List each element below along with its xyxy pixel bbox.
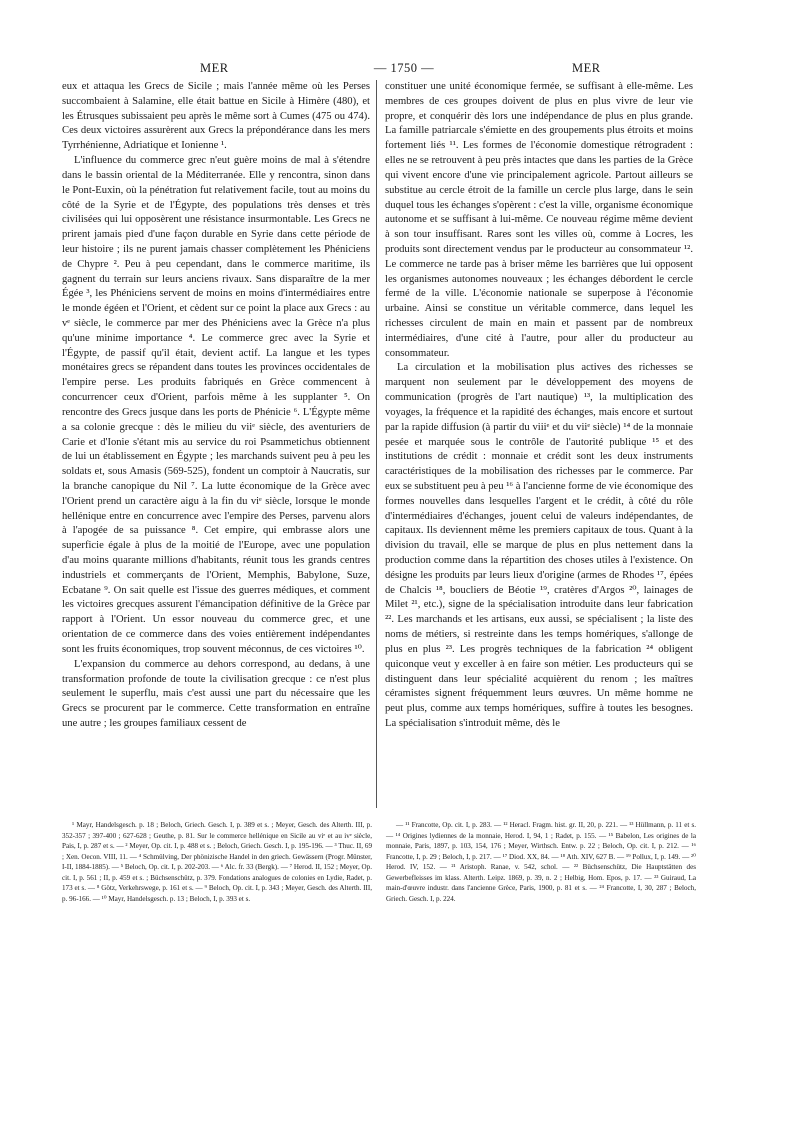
footnotes-right <box>386 820 696 904</box>
paragraph: La circulation et la mobilisation plus actives des richesses se marquent non seulement par le développement des moyens de communication (progrès de l'art nautique) ¹³, la multiplication des voyages, la fréquence et la rapidité des échanges, mais encore et surtout par la rapide diffusion (à partir du viiiᵉ et du viiᵉ siècle) ¹⁴ de la monnaie pesée et marquée sous le contrôle de l'autorité publique ¹⁵ et des institutions de crédit : monnaie et crédit sont les deux instruments caractéristiques de la mobilisation des richesses par le commerce. Par eux se substituent peu à peu ¹⁶ à l'ancienne forme de vie économique des formes nouvelles dans lesquelles l'argent et le crédit, à côté du rôle d'intermédiaires d'échanges, jouent celui de valeurs indépendantes, de capitaux. Ils deviennent même les premiers capitaux de tous. Quant à la division du travail, elle se marque de plus en plus nettement dans la production comme dans la répartition des choses utiles à l'existence. On désigne les produits par leurs lieux d'origine (armes de Rhodes ¹⁷, épées de Chalcis ¹⁸, boucliers de Béotie ¹⁹, cratères d'Argos ²⁰, lainages de Milet ²¹, etc.), signe de la spécialisation introduite dans leur fabrication ²². Les marchands et les artisans, eux aussi, se spécialisent ; la liste des noms de métiers, si restreinte dans les temps homériques, s'allonge de plus en plus ²³. Les progrès techniques de la fabrication ²⁴ obligent quiconque veut y exceller à en faire son métier. Les producteurs qui se distinguent dans leur spécialité acquièrent du renom ; les maîtres céramistes signent fréquemment leurs œuvres. Un même homme ne peut plus, comme aux temps homériques, suffire à toutes les besognes. La spécialisation s'introduit même, dès le <box>385 362 693 729</box>
right-column <box>385 80 693 732</box>
footnote-text: — ¹¹ Francotte, Op. cit. I, p. 283. — ¹² Heracl. Fragm. hist. gr. II, 20, p. 221. — ¹³ Hüllmann, p. 11 et s. — ¹⁴ Origines lydiennes de la monnaie, Herod. I, 94, 1 ; Radet, p. 155. — ¹⁵ Babelon, Les origines de la monnaie, Paris, 1897, p. 103, 154, 176 ; Meyer, Wirthsch. Entw. p. 22 ; Beloch, Op. cit. I, p. 212. — ¹⁶ Francotte, I, p. 29 ; Beloch, I, p. 217. — ¹⁷ Diod. XX, 84. — ¹⁸ Ath. XIV, 627 B. — ¹⁹ Pollux, I, p. 149. — ²⁰ Herod. IV, 152. — ²¹ Aristoph. Ranae, v. 542, schol. — ²² Büchsenschütz, Die Hauptstätten des Gewerbefleisses im klass. Alterth. Leipz. 1869, p. 39, n. 2 ; Helbig, Hom. Epos, p. 17. — ²³ Guiraud, La main-d'œuvre industr. dans l'ancienne Grèce, Paris, 1900, p. 81 et s. — ²⁴ Francotte, I, 30, 287 ; Beloch, Griech. Gesch. I, p. 224. <box>386 821 696 903</box>
footnote-text: ¹ Mayr, Handelsgesch. p. 18 ; Beloch, Griech. Gesch. I, p. 389 et s. ; Meyer, Gesch. des Alterth. III, p. 352-357 ; 397-400 ; 627-628 ; Geuthe, p. 81. Sur le commerce hellénique en Sicile au viᵉ et au ivᵉ siècle, Pais, I, p. 287 et s. — ² Meyer, Op. cit. I, p. 488 et s. ; Beloch, Griech. Gesch. I, p. 195-196. — ³ Thuc. II, 69 ; Xen. Oecon. VIII, 11. — ⁴ Schmülving, Der phönizische Handel in den griech. Gewässern (Progr. Münster, I-II, 1884-1885). — ⁵ Beloch, Op. cit. I, p. 202-203. — ⁶ Alc. fr. 33 (Bergk). — ⁷ Herod. II, 152 ; Meyer, Op. cit. I, p. 561 ; II, p. 459 et s. ; Büchsenschütz, p. 379. Fondations analogues de colonies en Lydie, Radet, p. 173 et s. — ⁸ Götz, Verkehrswege, p. 161 et s. — ⁹ Beloch, Op. cit. I, p. 343 ; Meyer, Gesch. des Alterth. III, p. 96-166. — ¹⁰ Mayr, Handelsgesch. p. 13 ; Beloch, I, p. 393 et s. <box>62 821 372 903</box>
running-header <box>70 61 738 77</box>
column-divider <box>376 80 377 808</box>
paragraph: constituer une unité économique fermée, se suffisant à elle-même. Les membres de ces groupes doivent de plus en plus vivre de leur vie propre, et conquérir dès lors une indépendance de plus en plus grande. La famille patriarcale s'émiette en des groupements plus étroits et moins fortement liés ¹¹. Les formes de l'économie domestique rétrogradent : elles ne se retrouvent à peu près intactes que dans les parties de la Grèce qui vivent encore d'une vie principalement agricole. Partout ailleurs se substitue au cercle étroit de la famille un cercle plus large, dans le sein duquel tous les échanges s'opèrent : c'est la ville, organisme économique autonome et se suffisant à lui-même. Ce nouveau régime même devient à son tour insuffisant. Rares sont les villes où, comme à Locres, les produits sont directement vendus par le producteur au consommateur ¹². Le commerce ne tarde pas à briser même les barrières que lui opposent les organismes autonomes nouveaux ; les échanges débordent le cercle fermé de la ville. L'économie nationale se superpose à l'économie urbaine. Ainsi se constitue un véritable commerce, dans lequel les richesses circulent de main en main et passent par de nombreux intermédiaires, d'une cité à l'autre, pour aller du producteur au consommateur. <box>385 81 693 359</box>
page-number: — 1750 — <box>373 61 435 75</box>
header-left-title: MER <box>200 61 229 75</box>
footnotes-left <box>62 820 372 904</box>
paragraph: eux et attaqua les Grecs de Sicile ; mais l'année même où les Perses succombaient à Salamine, elle était battue en Sicile à Himère (480), et les Étrusques subissaient peu après le même sort à Cumes (475 ou 474). Ces deux victoires assurèrent aux Grecs la prépondérance dans les mers Tyrrhénienne, Adriatique et Ionienne ¹. <box>62 81 370 152</box>
paragraph: L'expansion du commerce au dehors correspond, au dedans, à une transformation profonde de toute la civilisation grecque : ce n'est plus seulement le superflu, mais c'est aussi une part du nécessaire que les Grecs se procurent par le commerce. Cette transformation en entraîne une autre ; les groupes familiaux cessent de <box>62 658 370 729</box>
paragraph: L'influence du commerce grec n'eut guère moins de mal à s'étendre dans le bassin oriental de la Méditerranée. Elle y rencontra, sinon dans le Pont-Euxin, où la pénétration fut relativement facile, tout au moins du côté de la Syrie et de l'Égypte, des populations très denses et très civilisées qui lui opposèrent une résistance insurmontable. Les Grecs ne prirent jamais pied d'une façon durable en Syrie dans cette période de leur histoire ; ils ne purent jamais chasser complètement les Phéniciens de Chypre ². Peu à peu cependant, dans le commerce maritime, ils gagnent du terrain sur leurs anciens rivaux. Sans disparaître de la mer Égée ³, les Phéniciens servent de moins en moins d'intermédiaires entre le monde égéen et l'Orient, et cèdent sur ce point la place aux Grecs : au vᵉ siècle, le commerce par mer des Phéniciens avec la Grèce n'a plus qu'une minime importance ⁴. Le commerce grec avec la Syrie et l'Égypte, de passif qu'il était, devient actif. La langue et les types monétaires grecs se répandent dans toutes les provinces occidentales de l'empire perse. Les produits fabriqués en Grèce commencent à concurrencer ceux d'Orient, parfois même à les supplanter ⁵. On rencontre des Grecs jusque dans les ports de Phénicie ⁶. L'Égypte même a sa colonie grecque : dès le milieu du viiᵉ siècle, des aventuriers de Carie et d'Ionie s'étant mis au service du roi Psammetichus obtiennent de lui un établissement en Égypte ; les marchands suivent peu à peu les soldats et, sous Amasis (569-525), fondent un comptoir à Naucratis, sur la branche canopique du Nil ⁷. La lutte économique de la Grèce avec l'Orient prend un caractère aigu à la fin du viᵉ siècle, lorsque le monde hellénique entre en concurrence avec l'empire des Perses, parvenu alors à l'apogée de sa puissance ⁸. Cet empire, qui embrasse alors une superficie égale à plus de la moitié de l'Europe, avec une population d'au moins quarante millions d'habitants, réunit tous les grands centres industriels et commerçants de l'Orient, Memphis, Babylone, Suze, Ecbatane ⁹. On sait quelle est l'issue des guerres médiques, et comment les victoires grecques assurent l'émancipation définitive de la Grèce par rapport à l'Orient. Un essor nouveau du commerce grec, et une orientation de ce commerce dans des voies entièrement indépendantes sont les fruits économiques, trop souvent méconnus, de ces victoires ¹⁰. <box>62 155 370 655</box>
left-column <box>62 80 370 732</box>
header-right-title: MER <box>572 61 601 75</box>
